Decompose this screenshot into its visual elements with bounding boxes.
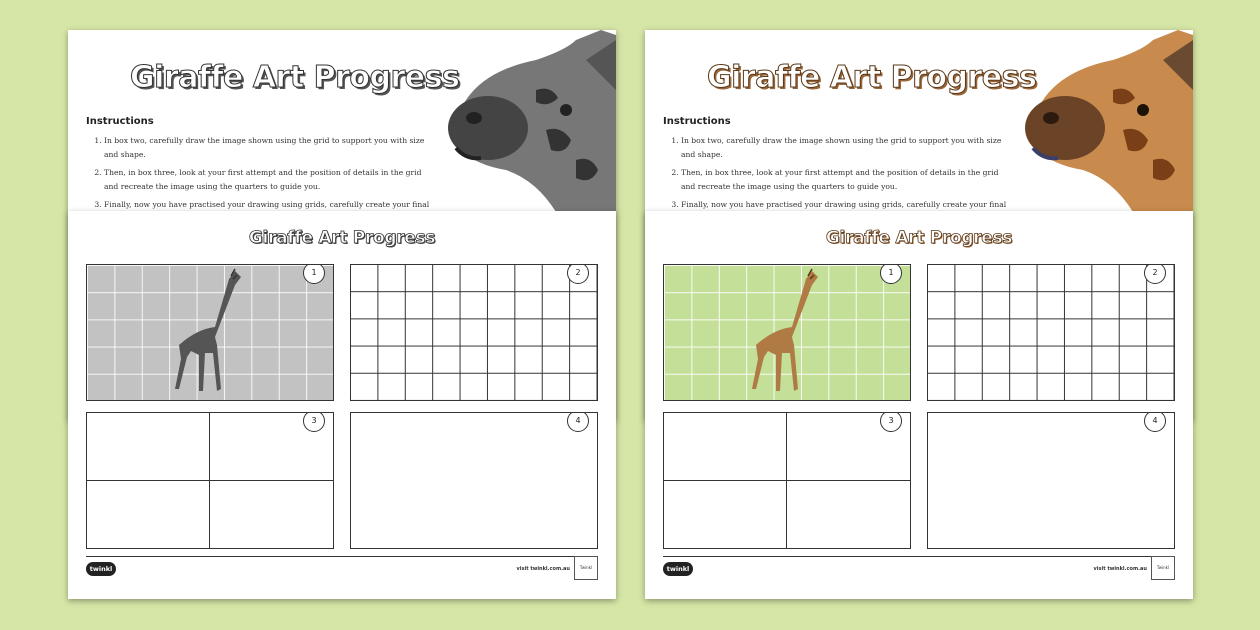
reference-grid-box bbox=[663, 264, 911, 401]
worksheet-front-mono bbox=[68, 211, 616, 599]
page-title: Giraffe Art Progress bbox=[707, 60, 1037, 95]
instruction-item: 1. In box two, carefully draw the image shown using the grid to support you with size and shape. bbox=[104, 134, 434, 162]
instruction-item: 3. Finally, now you have practised your drawing using grids, carefully create your final bbox=[104, 198, 434, 226]
footer-site-text: visit twinkl.com.au bbox=[1093, 566, 1147, 572]
footer-divider bbox=[663, 556, 1175, 557]
instruction-item: 1. In box two, carefully draw the image shown using the grid to support you with size and shape. bbox=[681, 134, 1011, 162]
footer-divider bbox=[86, 556, 598, 557]
instructions-heading: Instructions bbox=[663, 116, 731, 127]
blank-final-box[interactable] bbox=[350, 412, 598, 549]
twinkl-logo: twinkl bbox=[663, 562, 693, 576]
worksheet-front-color bbox=[645, 211, 1193, 599]
drawing-grid-box[interactable] bbox=[350, 264, 598, 401]
giraffe-image bbox=[734, 267, 844, 399]
twinkl-logo: twinkl bbox=[86, 562, 116, 576]
instruction-item: 2. Then, in box three, look at your first attempt and the position of details in the grid and recreate the image using the quarters to guide you. bbox=[681, 166, 1011, 194]
giraffe-image bbox=[157, 267, 267, 399]
box-number-badge: 2 bbox=[1144, 264, 1166, 284]
footer-site-text: visit twinkl.com.au bbox=[516, 566, 570, 572]
box-number-badge: 2 bbox=[567, 264, 589, 284]
giraffe-head-image bbox=[1003, 30, 1193, 212]
box-number-badge: 4 bbox=[1144, 412, 1166, 432]
worksheet-title: Giraffe Art Progress bbox=[248, 228, 436, 248]
worksheet-title: Giraffe Art Progress bbox=[825, 228, 1013, 248]
quarters-box[interactable] bbox=[86, 412, 334, 549]
instruction-item: 2. Then, in box three, look at your first attempt and the position of details in the grid and recreate the image using the quarters to guide you. bbox=[104, 166, 434, 194]
box-number-badge: 4 bbox=[567, 412, 589, 432]
instruction-item: 3. Finally, now you have practised your drawing using grids, carefully create your final bbox=[681, 198, 1011, 226]
blank-final-box[interactable] bbox=[927, 412, 1175, 549]
page-title: Giraffe Art Progress bbox=[130, 60, 460, 95]
box-number-badge: 1 bbox=[303, 264, 325, 284]
box-number-badge: 1 bbox=[880, 264, 902, 284]
twinkl-badge-icon: Twinkl bbox=[1151, 556, 1175, 580]
twinkl-badge-icon: Twinkl bbox=[574, 556, 598, 580]
box-number-badge: 3 bbox=[880, 412, 902, 432]
giraffe-head-image bbox=[426, 30, 616, 212]
quarters-box[interactable] bbox=[663, 412, 911, 549]
instructions-heading: Instructions bbox=[86, 116, 154, 127]
box-number-badge: 3 bbox=[303, 412, 325, 432]
reference-grid-box bbox=[86, 264, 334, 401]
drawing-grid-box[interactable] bbox=[927, 264, 1175, 401]
